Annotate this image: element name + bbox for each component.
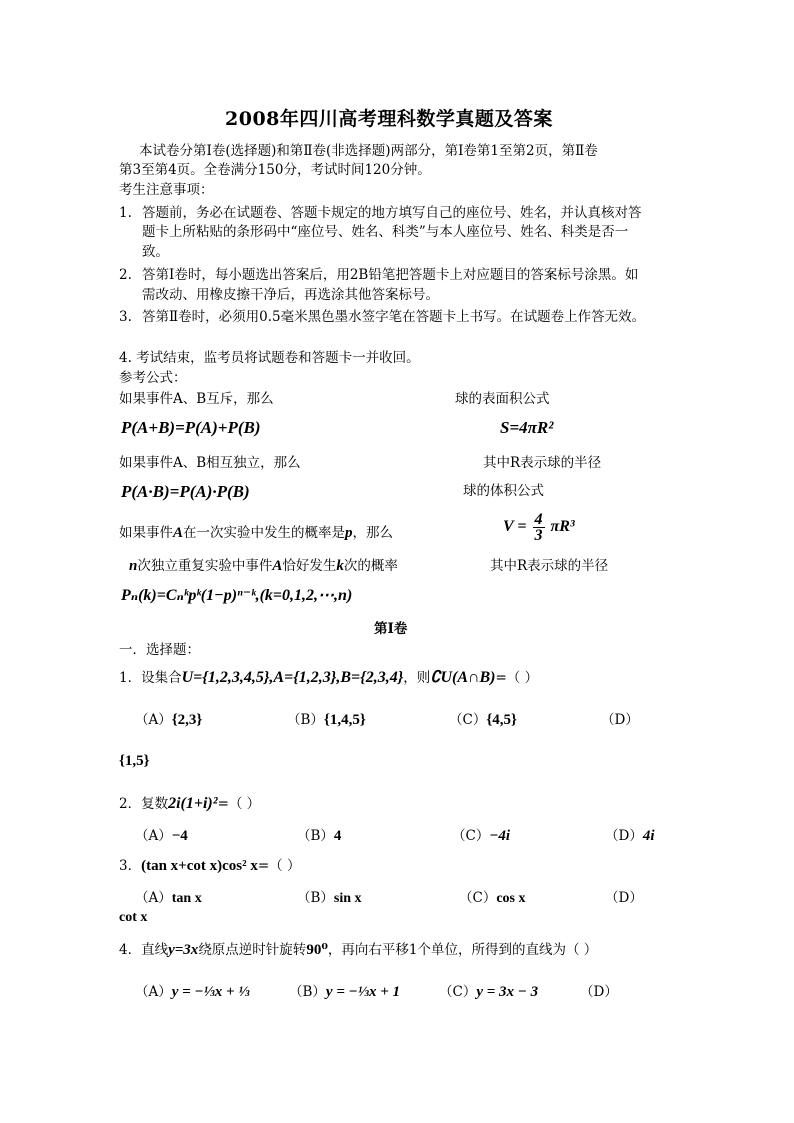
option-value: y = −⅓x + 1: [325, 984, 401, 1000]
fraction-numerator: 4: [534, 511, 543, 528]
notice-heading: 考生注意事项：: [119, 182, 214, 198]
volume-rhs: πR³: [550, 518, 575, 536]
math-variable: A: [173, 525, 184, 541]
formula-sum-probability: P(A+B)=P(A)+P(B): [121, 418, 261, 437]
question-4-stem: [119, 941, 597, 959]
option-value: sin x: [333, 891, 362, 906]
question-math: (tan x+cot x)cos² x: [141, 858, 258, 874]
option-label: （C）: [459, 890, 497, 906]
question-math: ∁U(A∩B): [430, 669, 496, 686]
question-text: 4．直线: [119, 942, 169, 958]
formula-label-mutually-exclusive: 如果事件A、B互斥，那么: [119, 391, 274, 407]
notice-item-4: 4. 考试结束，监考员将试题卷和答题卡一并收回。: [119, 350, 420, 366]
question-text: 绕原点逆时针旋转: [198, 942, 307, 958]
option-value: 4: [333, 828, 342, 844]
option-label: （B）: [297, 828, 334, 844]
option-value: y = 3x − 3: [476, 984, 539, 1000]
option-value: −4i: [489, 828, 511, 844]
fraction: [533, 512, 545, 543]
notice-item-line: 答第Ⅱ卷时，必须用0.5毫米黑色墨水签字笔在答题卡上书写。在试题卷上作答无效。: [142, 309, 646, 325]
question-math: 90⁰: [306, 942, 328, 958]
question-math: U={1,2,3,4,5},A={1,2,3},B={2,3,4}: [181, 669, 404, 686]
question-1-stem: [119, 669, 538, 687]
option-a: [135, 889, 202, 908]
option-a: [135, 711, 202, 729]
option-value: {4,5}: [486, 712, 517, 728]
option-value: y = −⅓x + ⅓: [171, 984, 250, 1000]
formula-note-radius-2: 其中R表示球的半径: [490, 558, 609, 574]
option-label: （C）: [449, 712, 487, 728]
option-d: （D）: [605, 890, 643, 906]
option-label: （C）: [452, 828, 490, 844]
question-math: y=3x: [168, 942, 199, 958]
math-variable: p: [345, 525, 353, 541]
math-variable: n: [129, 558, 138, 574]
question-3-stem: [119, 857, 300, 875]
part-title: 第Ⅰ卷: [374, 621, 408, 637]
option-b: [297, 827, 341, 845]
notice-item-number: 2.: [119, 267, 132, 283]
text: 恰好发生: [282, 558, 337, 574]
notice-item-line: 题卡上所粘贴的条形码中“座位号、姓名、科类”与本人座位号、姓名、科类是否一: [142, 224, 629, 240]
section-heading: 一．选择题：: [119, 642, 200, 658]
intro-line-1: 本试卷分第Ⅰ卷(选择题)和第Ⅱ卷(非选择题)两部分，第Ⅰ卷第1至第2页，第Ⅱ卷: [139, 143, 598, 159]
option-value: −4: [171, 828, 188, 844]
option-label: （C）: [439, 984, 477, 1000]
formula-product-probability: P(A·B)=P(A)·P(B): [121, 482, 250, 501]
option-label: （D）: [605, 828, 643, 844]
notice-item-line: 致。: [142, 244, 169, 260]
text: 次的概率: [343, 558, 398, 574]
page-title: 2008年四川高考理科数学真题及答案: [225, 108, 553, 130]
formula-note-radius: 其中R表示球的半径: [483, 455, 602, 471]
text: 在一次实验中发生的概率是: [183, 525, 346, 541]
option-value: cos x: [496, 891, 526, 906]
option-d: [605, 827, 655, 845]
question-2-stem: [119, 795, 260, 813]
option-b: [289, 983, 400, 1001]
formulas-heading: 参考公式：: [119, 370, 187, 386]
formula-label-independent: 如果事件A、B相互独立，那么: [119, 455, 301, 471]
option-a: [135, 827, 188, 845]
text: ，那么: [352, 525, 394, 541]
question-text: ，再向右平移1个单位，所得到的直线为（ ）: [327, 942, 598, 958]
question-text: =（ ）: [495, 670, 539, 686]
volume-lhs: V =: [503, 518, 527, 536]
option-c: [452, 827, 510, 845]
question-text: =（ ）: [257, 858, 301, 874]
intro-line-2: 第3至第4页。全卷满分150分，考试时间120分钟。: [119, 162, 431, 178]
option-c: [439, 983, 538, 1001]
option-b: [297, 889, 362, 908]
option-d: （D）: [601, 712, 639, 728]
notice-item-number: 3.: [119, 309, 132, 325]
question-text: ，则: [403, 670, 431, 686]
option-d-value: cot x: [119, 910, 148, 925]
option-c: [449, 711, 517, 729]
option-label: （B）: [287, 712, 324, 728]
option-label: （B）: [297, 890, 334, 906]
option-c: [459, 889, 526, 908]
formula-label-binomial: [129, 557, 398, 575]
option-value: {2,3}: [171, 712, 203, 728]
option-a: [135, 983, 250, 1001]
option-value: 4i: [642, 828, 655, 844]
option-label: （A）: [135, 712, 172, 728]
formula-sphere-area: S=4πR²: [500, 418, 554, 437]
formula-label-sphere-area: 球的表面积公式: [455, 391, 550, 407]
math-variable: k: [336, 558, 344, 574]
formula-label-sphere-volume: 球的体积公式: [463, 483, 544, 499]
math-variable: A: [272, 558, 283, 574]
option-label: （A）: [135, 828, 172, 844]
fraction-denominator: 3: [534, 527, 543, 544]
question-math: 2i(1+i)²: [168, 795, 218, 812]
option-label: （B）: [289, 984, 326, 1000]
notice-item-line: 需改动、用橡皮擦干净后，再选涂其他答案标号。: [142, 287, 439, 303]
question-text: 2．复数: [119, 796, 169, 812]
question-text: 1．设集合: [119, 670, 182, 686]
formula-label-event-probability: [119, 524, 393, 542]
formula-binomial: Pₙ(k)=Cₙᵏpᵏ(1−p)ⁿ⁻ᵏ,(k=0,1,2,⋯,n): [121, 587, 353, 604]
question-text: =（ ）: [217, 796, 261, 812]
text: 如果事件: [119, 525, 173, 541]
formula-sphere-volume: [503, 512, 575, 543]
notice-item-line: 答第Ⅰ卷时，每小题选出答案后，用2B铅笔把答题卡上对应题目的答案标号涂黑。如: [142, 267, 639, 283]
option-value: {1,4,5}: [323, 712, 366, 728]
notice-item-line: 答题前，务必在试题卷、答题卡规定的地方填写自己的座位号、姓名，并认真核对答: [142, 205, 642, 221]
option-d-value: {1,5}: [119, 753, 150, 769]
text: 次独立重复实验中事件: [137, 558, 273, 574]
question-text: 3．: [119, 858, 142, 874]
option-label: （A）: [135, 984, 172, 1000]
option-label: （A）: [135, 890, 172, 906]
option-b: [287, 711, 366, 729]
option-d: （D）: [580, 984, 618, 1000]
notice-item-number: 1.: [119, 205, 132, 221]
option-value: tan x: [171, 891, 202, 906]
